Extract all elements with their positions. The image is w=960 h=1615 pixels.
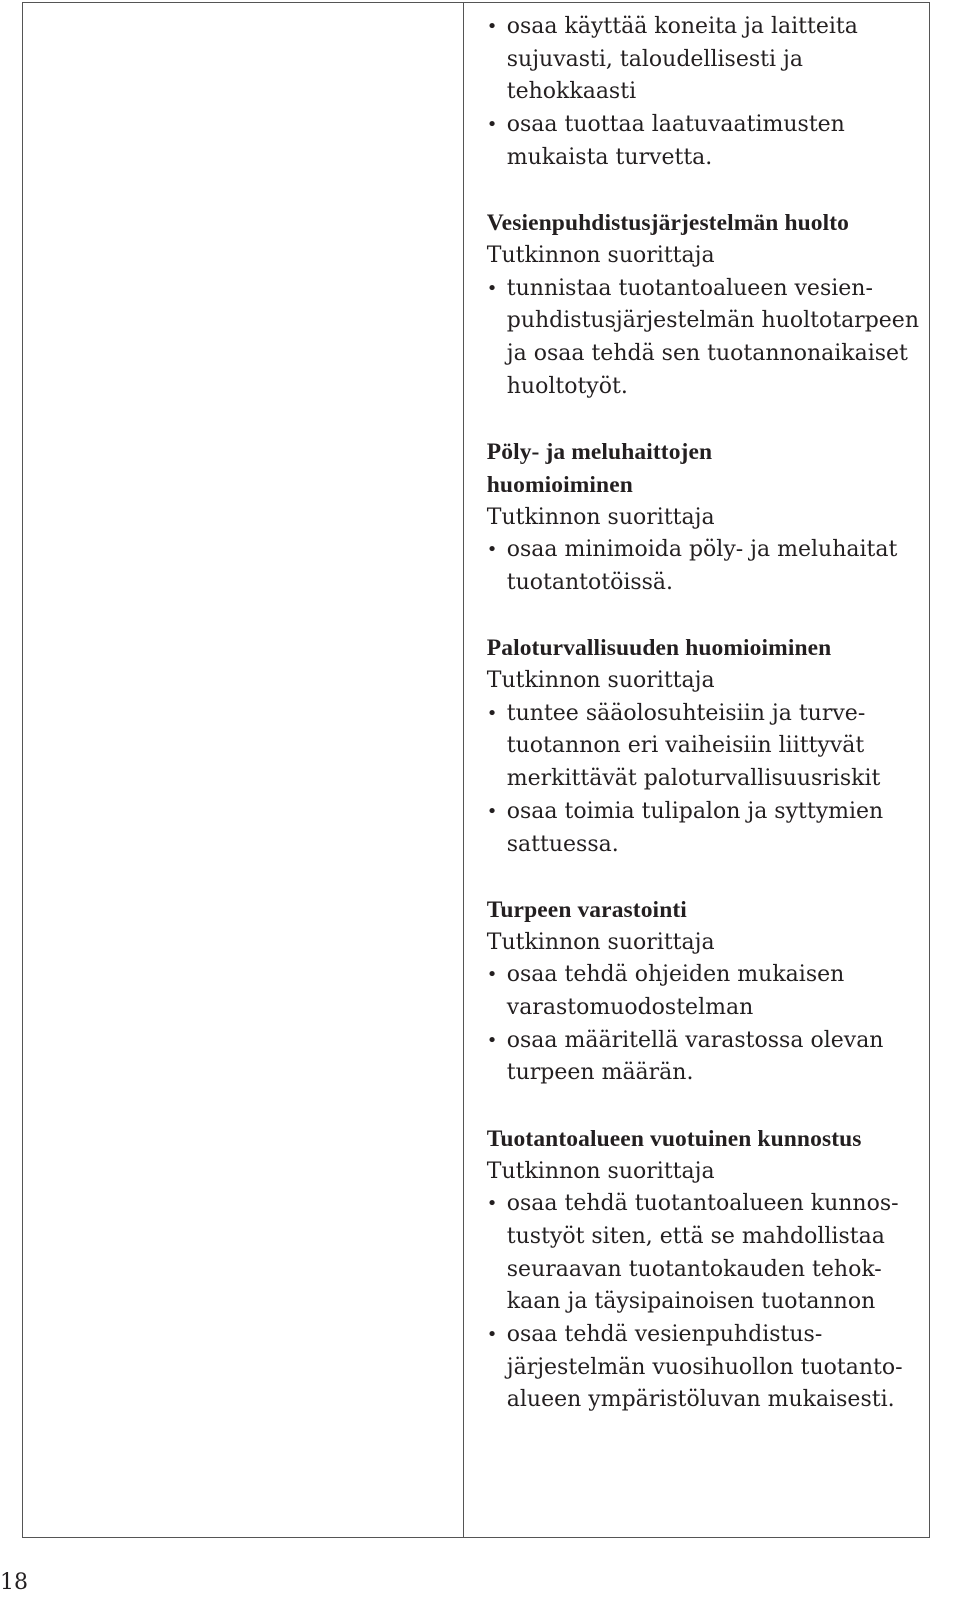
performer-label: Tutkinnon suorittaja: [486, 504, 715, 530]
list-item-line: seuraavan tuotantokauden tehok-: [506, 1256, 882, 1282]
list-item-line: osaa tehdä tuotantoalueen kunnos-: [506, 1191, 899, 1217]
section-title-line: Turpeen varastointi: [486, 896, 687, 923]
list-item-line: turpeen määrän.: [506, 1060, 694, 1086]
list-item-line: ja osaa tehdä sen tuotannonaikaiset: [506, 341, 908, 367]
criteria-section: [487, 1123, 919, 1417]
list-item-line: mukaista turvetta.: [506, 144, 713, 170]
list-item-line: osaa toimia tulipalon ja syttymien: [506, 798, 884, 824]
list-item-line: osaa määritellä varastossa olevan: [506, 1027, 884, 1053]
section-title: [487, 1123, 919, 1156]
bullet-icon: •: [486, 1193, 498, 1215]
section-title-line: Vesienpuhdistusjärjestelmän huolto: [486, 210, 850, 237]
list-item-line: varastomuodostelman: [506, 995, 754, 1021]
criteria-list: [487, 959, 919, 1090]
criteria-section: [487, 207, 919, 403]
table-frame: [22, 2, 930, 1538]
criteria-section: [487, 894, 919, 1090]
section-title-line: Pöly- ja meluhaittojen: [486, 439, 713, 466]
bullet-icon: •: [486, 1029, 498, 1051]
section-title: [487, 632, 919, 665]
section-title: [487, 436, 919, 501]
list-item-line: kaan ja täysipainoisen tuotannon: [506, 1289, 876, 1315]
list-item-line: tehokkaasti: [506, 79, 637, 105]
list-item-line: osaa tehdä vesienpuhdistus-: [506, 1322, 823, 1348]
bullet-icon: •: [486, 702, 498, 724]
criteria-list: [487, 534, 919, 599]
section-title-line: huomioiminen: [486, 471, 633, 498]
list-item: [487, 959, 919, 1024]
performer-label: Tutkinnon suorittaja: [486, 1158, 715, 1184]
list-item-line: järjestelmän vuosihuollon tuotanto-: [506, 1354, 903, 1380]
list-item-line: huoltotyöt.: [506, 373, 628, 399]
list-item: [487, 273, 919, 404]
bullet-icon: •: [486, 964, 498, 986]
list-item-line: osaa tehdä ohjeiden mukaisen: [506, 962, 845, 988]
list-item-line: tuotantotöissä.: [506, 569, 674, 595]
criteria-list: [487, 1188, 919, 1417]
list-item: [487, 698, 919, 796]
list-item-line: tuntee sääolosuhteisiin ja turve-: [506, 700, 866, 726]
bullet-icon: •: [486, 1324, 498, 1346]
page-number: 18: [0, 1570, 28, 1595]
empty-left-column: [23, 3, 464, 1537]
performer-label: Tutkinnon suorittaja: [486, 242, 715, 268]
section-title: [487, 894, 919, 927]
list-item: [487, 534, 919, 599]
section-title: [487, 207, 919, 240]
list-item-line: tunnistaa tuotantoalueen vesien-: [506, 275, 873, 301]
bullet-icon: •: [486, 800, 498, 822]
criteria-list: [487, 11, 919, 175]
list-item: [487, 796, 919, 861]
criteria-section: [487, 436, 919, 600]
list-item-line: osaa minimoida pöly- ja meluhaitat: [506, 537, 898, 563]
list-item-line: merkittävät paloturvallisuusriskit: [506, 766, 881, 792]
list-item-line: tustyöt siten, että se mahdollistaa: [506, 1223, 885, 1249]
list-item: [487, 1319, 919, 1417]
criteria-section: [487, 11, 919, 175]
section-title-line: Paloturvallisuuden huomioiminen: [486, 635, 832, 662]
section-title-line: Tuotantoalueen vuotuinen kunnostus: [486, 1125, 862, 1152]
list-item: [487, 1025, 919, 1090]
list-item-line: osaa käyttää koneita ja laitteita: [506, 14, 858, 39]
criteria-list: [487, 273, 919, 404]
list-item-line: puhdistusjärjestelmän huoltotarpeen: [506, 308, 919, 334]
bullet-icon: •: [486, 539, 498, 561]
bullet-icon: •: [486, 277, 498, 299]
list-item-line: osaa tuottaa laatuvaatimusten: [506, 112, 845, 138]
criteria-list: [487, 698, 919, 862]
list-item-line: sattuessa.: [506, 831, 619, 857]
bullet-icon: •: [486, 114, 498, 136]
list-item-line: alueen ympäristöluvan mukaisesti.: [506, 1387, 895, 1413]
list-item: [487, 109, 919, 174]
list-item-line: sujuvasti, taloudellisesti ja: [506, 46, 803, 72]
performer-label: Tutkinnon suorittaja: [486, 668, 715, 694]
list-item: [487, 1188, 919, 1319]
bullet-icon: •: [486, 16, 498, 37]
performer-label: Tutkinnon suorittaja: [486, 929, 715, 955]
list-item-line: tuotannon eri vaiheisiin liittyvät: [506, 733, 865, 759]
criteria-section: [487, 632, 919, 861]
competence-requirements-column: [464, 3, 929, 1537]
list-item: [487, 11, 919, 109]
